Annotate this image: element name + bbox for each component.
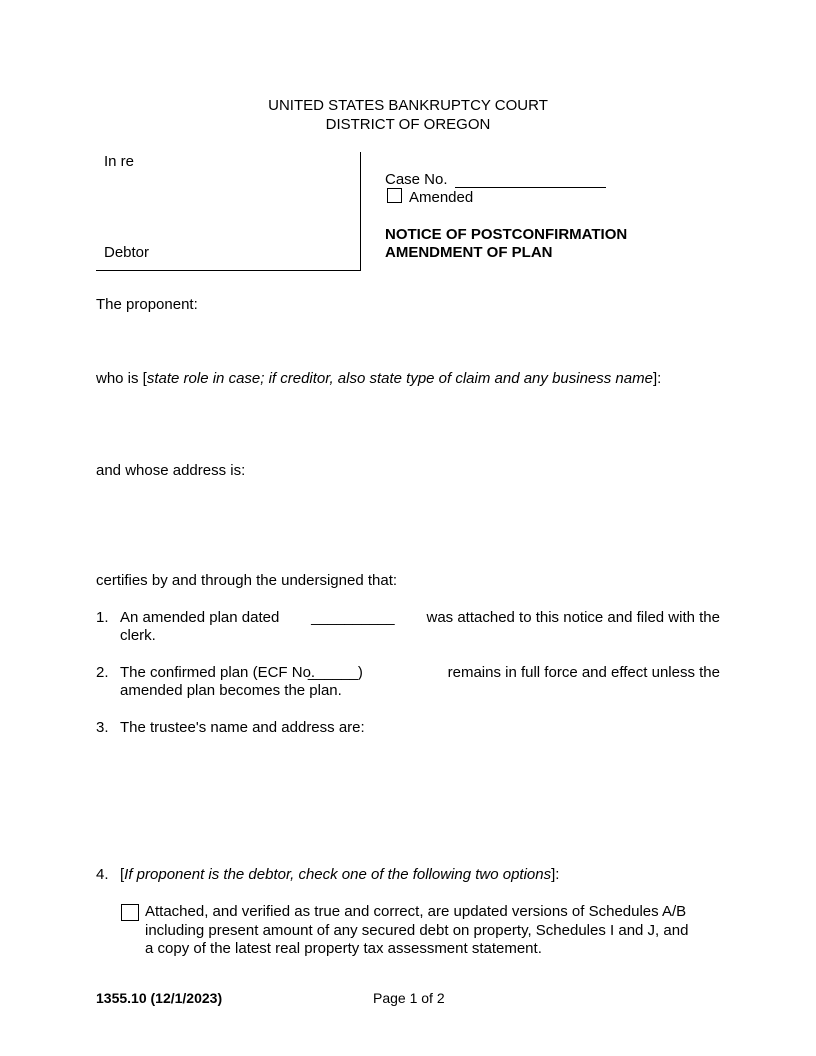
item-2-number: 2.	[96, 664, 109, 681]
who-is-prefix: who is [	[96, 370, 147, 387]
item-1-text-pre: An amended plan dated	[120, 609, 280, 626]
item-2-line1	[120, 664, 720, 681]
schedules-attached-checkbox[interactable]	[121, 904, 139, 921]
court-district: DISTRICT OF OREGON	[325, 116, 491, 133]
case-number-label: Case No.	[385, 171, 448, 188]
address-label: and whose address is:	[96, 462, 246, 479]
item-4-suffix: ]:	[551, 866, 560, 883]
item-2-ecf-blank[interactable]: ______)	[307, 664, 363, 681]
item-4-prefix: [	[120, 866, 125, 883]
document-title-line1: NOTICE OF POSTCONFIRMATION	[385, 226, 628, 243]
item-3-number: 3.	[96, 719, 109, 736]
caption-bottom-divider	[96, 270, 361, 271]
who-is-instruction: state role in case; if creditor, also state type of claim and any business name	[146, 370, 653, 387]
item-2-line2: amended plan becomes the plan.	[120, 682, 342, 699]
proponent-label: The proponent:	[96, 296, 198, 313]
item-1-line2: clerk.	[120, 627, 156, 644]
item-3-text: The trustee's name and address are:	[120, 719, 365, 736]
amended-label: Amended	[409, 189, 474, 206]
court-name: UNITED STATES BANKRUPTCY COURT	[268, 97, 548, 114]
item-4-text	[120, 866, 559, 883]
option-a-line3: a copy of the latest real property tax assessment statement.	[145, 940, 542, 957]
document-title-line2: AMENDMENT OF PLAN	[385, 244, 553, 261]
in-re-label: In re	[104, 153, 135, 170]
item-1-line1	[120, 609, 720, 626]
certifies-line: certifies by and through the undersigned that:	[96, 572, 398, 589]
page-number: Page 1 of 2	[373, 990, 445, 1006]
option-a-line2: including present amount of any secured debt on property, Schedules I and J, and	[145, 922, 689, 939]
item-2-text-pre: The confirmed plan (ECF No.	[120, 664, 316, 681]
debtor-label: Debtor	[104, 244, 150, 261]
item-2-text-post: remains in full force and effect unless the	[447, 664, 720, 681]
item-1-date-blank[interactable]: __________	[311, 609, 395, 626]
item-4-instruction: If proponent is the debtor, check one of the following two options	[124, 866, 552, 883]
item-1-number: 1.	[96, 609, 109, 626]
case-number-field[interactable]	[455, 171, 606, 188]
who-is-line	[96, 370, 661, 387]
item-4-number: 4.	[96, 866, 109, 883]
amended-checkbox[interactable]	[387, 188, 402, 203]
who-is-suffix: ]:	[652, 370, 662, 387]
option-a-line1: Attached, and verified as true and correct, are updated versions of Schedules A/B	[145, 903, 687, 920]
form-id: 1355.10 (12/1/2023)	[96, 990, 223, 1006]
caption-vertical-divider	[360, 152, 361, 271]
item-1-text-post: was attached to this notice and filed with the	[426, 609, 720, 626]
